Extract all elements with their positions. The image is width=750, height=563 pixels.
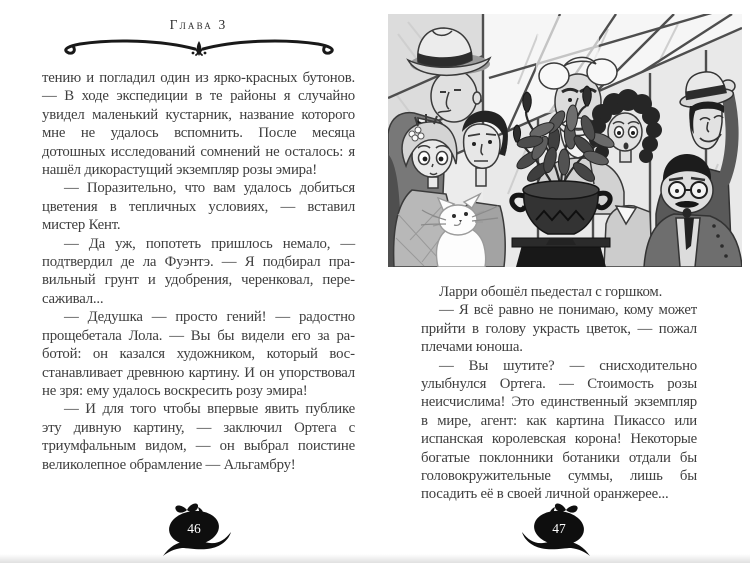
paragraph: — Поразительно, что вам удалось добиться цветения в тепличных условиях, — вставил мистер Кент. <box>42 180 355 234</box>
page-number: 47 <box>552 521 566 536</box>
flourish-divider-icon <box>49 36 349 58</box>
page-number: 46 <box>187 521 201 536</box>
right-page-text <box>421 283 697 504</box>
paragraph: — Да уж, попотеть пришлось немало, — подтвердил де ла Фуэнтэ. — Я подбирал правильный грунт и удобрения, черенковал, пересаживал... <box>42 235 355 307</box>
page-edge-shadow <box>0 554 750 563</box>
paragraph: — Вы шутите? — снисходительно улыбнулся Ортега. — Стоимость розы неисчислима! Это единственный экземпляр в мире, агент: как картина Пикассо или испанская королевская корона! Некоторые богатые поклонники ботаники отдали бы головокружительные суммы, лишь бы посадить её в своей личной оранжерее... <box>421 357 697 503</box>
chapter-header <box>42 17 355 58</box>
greenhouse-illustration <box>388 14 742 267</box>
paragraph: Ларри обошёл пьедестал с горшком. <box>439 284 663 300</box>
chapter-title: Глава 3 <box>169 17 228 32</box>
paragraph: — Дедушка — просто гений! — радостно прощебетала Лола. — Вы бы видели его за работой: он казался художником, который восстанавливает древнюю картину. И он упорствовал не зря: ему удалось воскресить розу эмира! <box>42 309 355 399</box>
left-page-text <box>42 69 355 474</box>
paragraph: — И для того чтобы впервые явить публике эту дивную картину, — заключил Ортега с триумфальным видом, — он выбрал поистине великолепное обрамление — Альгамбру! <box>42 401 355 473</box>
paragraph: тению и погладил один из ярко-красных бутонов. — В ходе экспедиции в те районы я случайно увидел маленький кустарник, название которого мне не удалось вспомнить. После месяца дотошных исследований сомнений не осталось: я нашёл дикорастущий экземпляр розы эмира! <box>42 70 355 179</box>
illustration-canvas <box>388 14 742 267</box>
page-number-hat-icon <box>160 501 234 559</box>
paragraph: — Я всё равно не понимаю, кому может прийти в голову украсть цветок, — пожал плечами юноша. <box>421 302 697 356</box>
page-number-hat-icon <box>519 501 593 559</box>
